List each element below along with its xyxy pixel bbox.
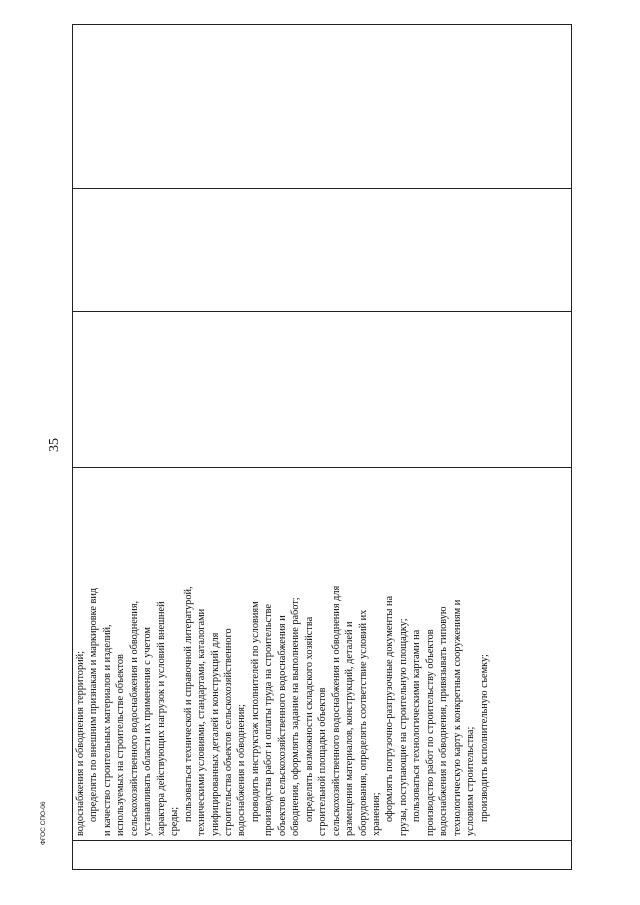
content-line: сельскохозяйственного водоснабжения и обводнения, [128,600,140,836]
content-line: определять возможности складского хозяйства [303,616,315,822]
content-line: оформлять погрузочно-разгрузочные документы на [384,595,396,822]
content-line: проводить инструктаж исполнителей по условиям [249,601,261,822]
content-line: оборудования, определять соответствие условий их [357,609,369,836]
table-cell-empty-left [73,841,572,870]
content-line: объектов сельскохозяйственного водоснабжения и [276,615,288,836]
page-number: 35 [47,438,62,452]
content-line: пользоваться технологическими картами на [411,629,423,822]
content-line: техническими условиями, стандартами, каталогами [196,608,208,836]
content-line: определять по внешним признакам и маркировке вид [88,587,100,822]
content-line: унифицированных деталей и конструкций для [209,632,221,836]
content-line: производство работ по строительству объектов [424,629,436,836]
content-line: производить исполнительную съемку; [478,654,490,822]
footer-code: ФГОС СПО-06 [40,801,47,845]
table-cell-empty [73,189,572,312]
content-line: сельскохозяйственного водоснабжения и обводнения для [330,585,342,836]
content-line: среды; [169,806,181,836]
content-line: устанавливать области их применения с учетом [142,627,154,836]
content-line: водоснабжения и обводнения; [236,704,248,836]
document-table [72,24,572,870]
content-line: водоснабжения и обводнения, привязывать типовую [438,606,450,836]
content-line: строительства объектов сельскохозяйственного [222,628,234,836]
content-line: грузы, поступающие на строительную площадку; [397,618,409,836]
content-line: используемых на строительстве объектов [115,654,127,836]
content-line: производства работ и оплаты труда на строительстве [263,604,275,836]
content-line: строительной площадки объектов [317,687,329,836]
table-row [73,25,572,870]
table-cell-empty [73,25,572,189]
content-line: водоснабжения и обводнения территорий; [75,651,86,836]
content-line: характера действующих нагрузок и условий внешней [155,601,167,836]
content-text-block [73,468,491,840]
content-line: размещения материалов, конструкций, деталей и [344,621,356,836]
rotated-page [72,30,572,870]
content-line: хранения; [370,792,382,836]
content-line: пользоваться технической и справочной литературой, [182,586,194,822]
content-line: условиям строительства; [465,726,477,836]
table-cell-content [73,468,572,841]
content-line: и качество строительных материалов и изделий, [101,624,113,836]
content-line: обводнения, оформлять задание на выполнение работ; [290,597,302,836]
content-line: технологическую карту к конкретным сооружениям и [451,599,463,836]
table-cell-empty [73,312,572,468]
